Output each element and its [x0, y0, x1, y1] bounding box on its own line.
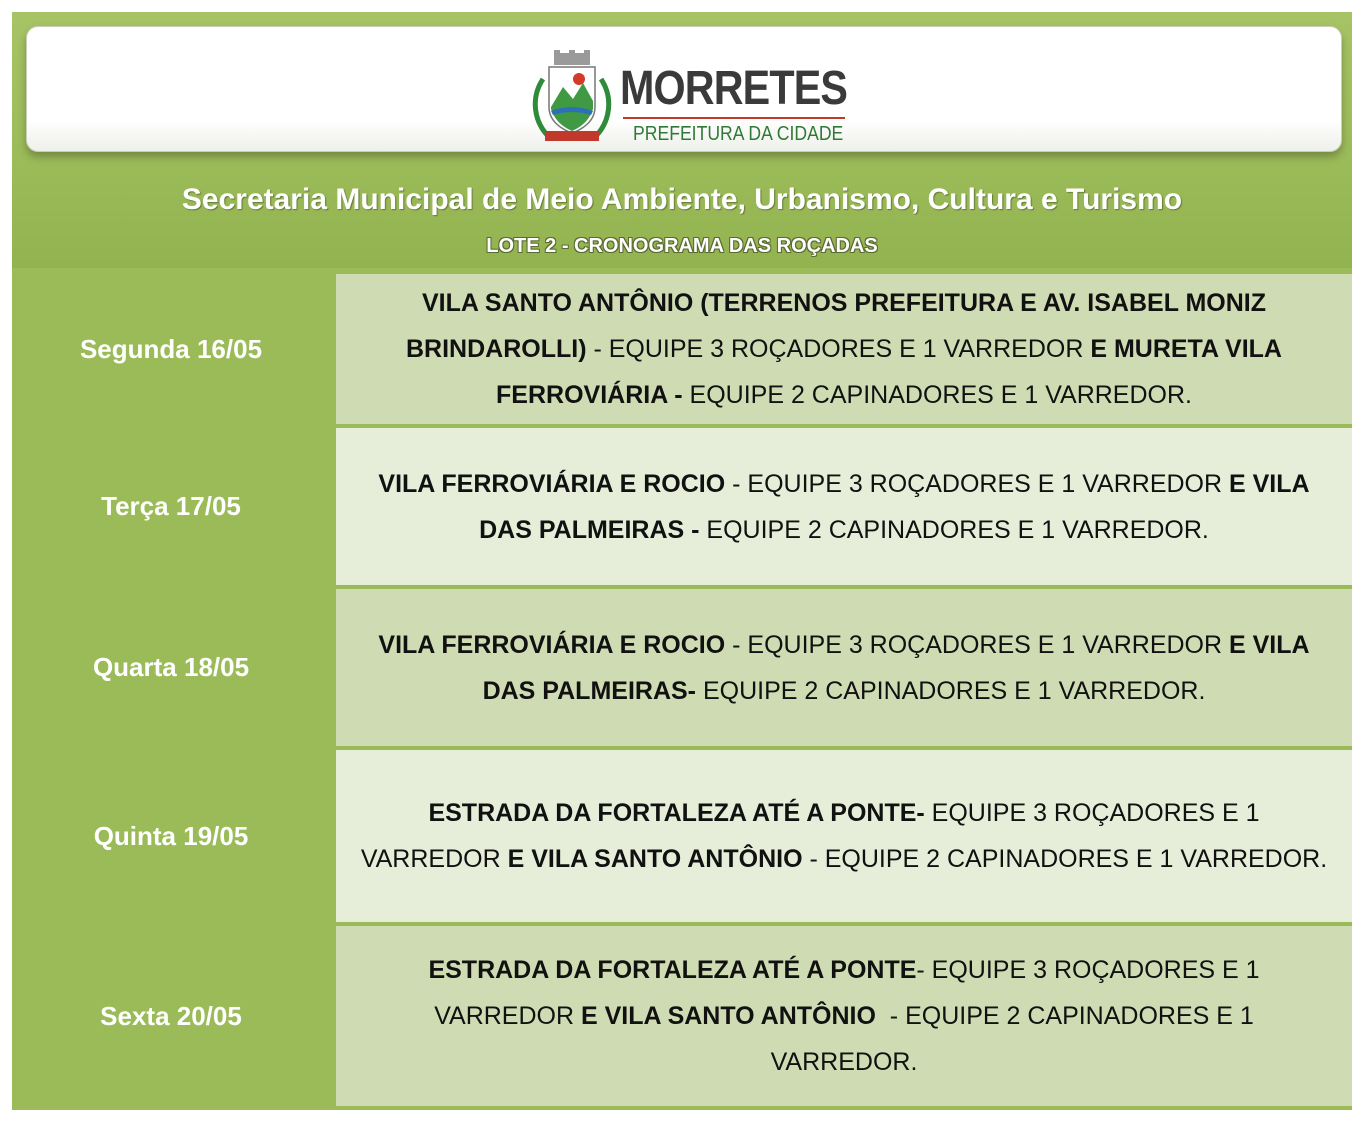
location-text: ESTRADA DA FORTALEZA ATÉ A PONTE- — [428, 799, 925, 827]
day-cell: Terça 17/05 — [12, 428, 330, 585]
department-title: Secretaria Municipal de Meio Ambiente, Urbanismo, Cultura e Turismo — [181, 183, 1183, 216]
team-text: - EQUIPE 2 CAPINADORES E 1 VARREDOR. — [802, 845, 1328, 873]
day-cell: Sexta 20/05 — [12, 926, 330, 1106]
day-cell: Segunda 16/05 — [12, 274, 330, 424]
team-text: EQUIPE 2 CAPINADORES E 1 VARREDOR. — [696, 676, 1206, 705]
brand-name: MORRETES — [620, 62, 848, 115]
task-text — [360, 790, 1328, 882]
location-text: ESTRADA DA FORTALEZA ATÉ A PONTE — [428, 956, 917, 984]
task-description — [336, 750, 1352, 922]
task-text — [360, 280, 1328, 418]
brand-subtitle: PREFEITURA DA CIDADE — [633, 123, 844, 145]
task-text — [360, 461, 1328, 553]
schedule-row — [12, 926, 1352, 1106]
location-text: VILA FERROVIÁRIA E ROCIO — [378, 469, 726, 498]
task-description — [336, 274, 1352, 424]
team-text: - EQUIPE 3 ROÇADORES E 1 VARREDOR — [586, 335, 1091, 363]
header-band — [12, 12, 1352, 268]
task-text — [360, 622, 1328, 714]
schedule-row — [12, 589, 1352, 746]
schedule-row — [12, 428, 1352, 585]
team-text: - EQUIPE 2 CAPINADORES E 1 VARREDOR. — [770, 1002, 1261, 1076]
location-text: E VILA DAS PALMEIRAS- — [482, 630, 1317, 705]
location-text: VILA FERROVIÁRIA E ROCIO — [378, 630, 726, 659]
team-text: - EQUIPE 3 ROÇADORES E 1 VARREDOR — [434, 956, 1267, 1030]
city-crest-icon — [527, 49, 617, 145]
team-text: EQUIPE 2 CAPINADORES E 1 VARREDOR. — [682, 381, 1192, 409]
location-text: E VILA DAS PALMEIRAS - — [479, 469, 1317, 544]
document-frame — [12, 12, 1352, 1110]
location-text: E VILA SANTO ANTÔNIO — [507, 845, 803, 873]
task-description — [336, 428, 1352, 585]
schedule-row — [12, 750, 1352, 922]
team-text: - EQUIPE 3 ROÇADORES E 1 VARREDOR — [725, 630, 1229, 659]
schedule-title: LOTE 2 - CRONOGRAMA DAS ROÇADAS — [486, 235, 878, 257]
team-text: EQUIPE 3 ROÇADORES E 1 VARREDOR — [360, 799, 1267, 873]
location-text: VILA SANTO ANTÔNIO (TERRENOS PREFEITURA E AV. ISABEL MONIZ BRINDAROLLI) — [405, 289, 1273, 363]
location-text: E MURETA VILA FERROVIÁRIA - — [496, 335, 1289, 409]
task-description — [336, 589, 1352, 746]
brand-divider — [623, 117, 845, 119]
day-cell: Quinta 19/05 — [12, 750, 330, 922]
day-cell: Quarta 18/05 — [12, 589, 330, 746]
team-text: EQUIPE 2 CAPINADORES E 1 VARREDOR. — [699, 515, 1209, 544]
team-text: - EQUIPE 3 ROÇADORES E 1 VARREDOR — [725, 469, 1229, 498]
location-text: E VILA SANTO ANTÔNIO — [580, 1002, 876, 1030]
task-text — [360, 947, 1328, 1085]
task-description — [336, 926, 1352, 1106]
schedule-row — [12, 274, 1352, 424]
logo-card — [26, 26, 1342, 152]
